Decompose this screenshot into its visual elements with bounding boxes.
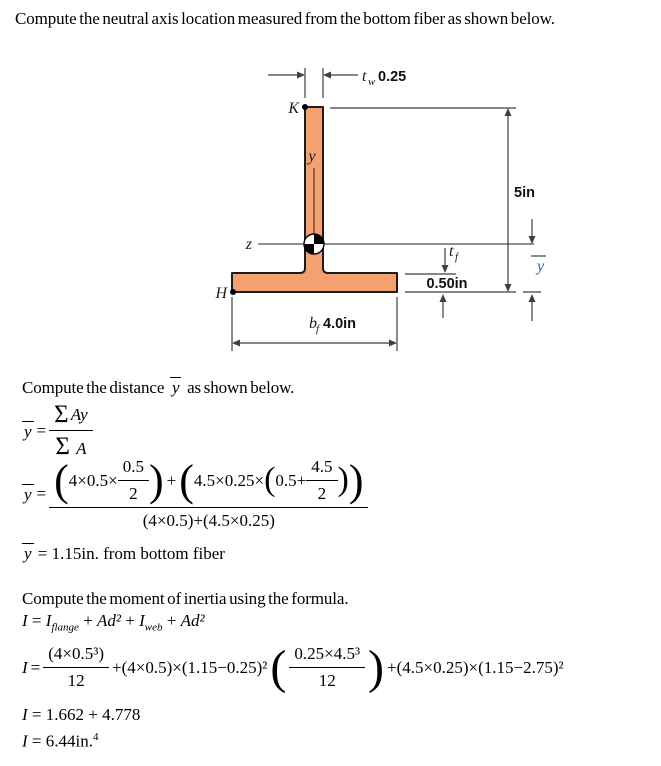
bf-left-arrowhead-icon xyxy=(232,340,240,347)
paren: ) xyxy=(368,640,385,694)
eq2-term2-inner: 0.5+ xyxy=(275,470,307,490)
paren: ( xyxy=(54,455,69,505)
eq4-I: I xyxy=(22,611,28,630)
equation-ybar-result xyxy=(22,543,225,564)
distance-paragraph xyxy=(22,377,294,398)
t-section-figure xyxy=(0,55,661,367)
eq5-last-term: +(4.5×0.25)×(1.15−2.75)² xyxy=(387,657,564,677)
eq5-equals: = xyxy=(30,657,41,677)
eq2-term2-den: 2 xyxy=(317,484,327,503)
eq5-lhs: I xyxy=(22,657,28,677)
eq4-sub-flange: flange xyxy=(51,621,79,634)
eq2-term2-num: 4.5 xyxy=(306,457,337,481)
eq7-value: = 6.44in. xyxy=(31,731,93,751)
eq2-term1: 4×0.5× xyxy=(68,470,118,490)
bf-right-arrowhead-icon xyxy=(389,340,397,347)
eq2-fraction xyxy=(49,457,368,531)
bf-label: b xyxy=(309,315,317,332)
distance-paragraph-pre: Compute the distance xyxy=(22,378,165,397)
height-bottom-arrowhead-icon xyxy=(505,284,512,292)
eq2-term1-den: 2 xyxy=(129,484,138,503)
tf-sub-label: f xyxy=(455,251,459,263)
eq1-denominator: A xyxy=(76,439,87,458)
eq6-lhs: I xyxy=(22,705,28,724)
eq6-value: = 1.662 + 4.778 xyxy=(31,705,141,724)
ybar-top-arrowhead-icon xyxy=(529,236,536,244)
paren: ) xyxy=(148,455,164,505)
eq2-term1-fraction xyxy=(118,457,149,504)
equation-inertia-formula xyxy=(22,611,205,633)
tf-arrowhead-icon xyxy=(442,265,449,273)
eq2-term2: 4.5×0.25× xyxy=(193,470,265,490)
point-k-label: K xyxy=(288,100,299,117)
equation-ybar-definition xyxy=(22,402,93,459)
tf-label: t xyxy=(449,243,454,260)
eq2-denominator: (4×0.5)+(4.5×0.25) xyxy=(142,511,275,530)
ybar-label: y xyxy=(537,258,545,275)
eq3-lhs: y xyxy=(24,544,32,563)
eq4-sub-web: web xyxy=(144,621,163,634)
height-top-arrowhead-icon xyxy=(505,108,512,116)
point-k-dot xyxy=(302,104,308,110)
eq5-fraction2-den: 12 xyxy=(318,671,336,690)
tw-value-label: 0.25 xyxy=(378,69,407,85)
eq5-fraction1-num: (4×0.5³) xyxy=(43,644,109,668)
y-axis-label: y xyxy=(308,148,316,165)
eq1-fraction xyxy=(49,402,93,459)
eq2-plus: + xyxy=(166,470,177,490)
eq1-lhs: y xyxy=(24,421,32,441)
eq4-Ad2-term2: Ad² xyxy=(180,611,205,630)
equation-inertia-sum xyxy=(22,705,140,725)
paren: ( xyxy=(270,640,287,694)
eq1-equals: = xyxy=(36,420,47,440)
point-h-dot xyxy=(230,289,236,295)
eq4-plus: + xyxy=(166,611,177,630)
bf-value-label: 4.0in xyxy=(323,316,357,332)
eq5-fraction1-den: 12 xyxy=(67,671,85,690)
point-h-label: H xyxy=(215,285,227,302)
eq4-equals: = xyxy=(31,611,42,630)
flange-thickness-arrowhead-icon xyxy=(440,294,447,302)
z-axis-label: z xyxy=(245,236,252,253)
eq7-lhs: I xyxy=(22,731,28,751)
eq5-middle-term: +(4×0.5)×(1.15−0.25)² xyxy=(112,657,268,677)
inertia-paragraph: Compute the moment of inertia using the formula. xyxy=(22,589,349,608)
paren: ) xyxy=(348,455,364,505)
sigma-symbol: Σ xyxy=(55,433,70,460)
paren: ) xyxy=(337,461,349,499)
distance-paragraph-post: as shown below. xyxy=(187,378,295,397)
flange-thickness-label: 0.50in xyxy=(426,276,468,292)
tw-right-arrowhead-icon xyxy=(323,72,331,79)
intro-paragraph: Compute the neutral axis location measured from the bottom fiber as shown below. xyxy=(15,9,555,28)
paren: ( xyxy=(264,461,276,499)
tw-label: t xyxy=(362,68,367,85)
paren: ( xyxy=(179,455,194,505)
eq4-I-web: I xyxy=(139,611,145,630)
eq7-exponent: 4 xyxy=(92,731,99,743)
eq2-term2-fraction xyxy=(306,457,337,504)
eq3-value: = 1.15in. from bottom fiber xyxy=(37,544,225,563)
tw-sub-label: w xyxy=(368,76,376,88)
ybar-inline-symbol: y xyxy=(171,378,180,397)
eq2-term1-num: 0.5 xyxy=(118,457,149,481)
ybar-bottom-arrowhead-icon xyxy=(529,294,536,302)
eq5-fraction1 xyxy=(43,644,109,691)
eq4-plus: + xyxy=(125,611,135,630)
eq4-I-flange: I xyxy=(45,611,52,630)
equation-inertia-result xyxy=(22,731,98,752)
bf-sub-label: f xyxy=(316,323,320,335)
equation-ybar-computation xyxy=(22,457,368,531)
eq1-numerator: Ay xyxy=(70,404,88,424)
height-label: 5in xyxy=(514,185,535,201)
eq4-plus: + xyxy=(83,611,93,630)
tw-left-arrowhead-icon xyxy=(297,72,305,79)
eq2-equals: = xyxy=(36,484,47,503)
eq5-fraction2 xyxy=(289,644,365,691)
equation-inertia-computation xyxy=(22,640,564,694)
eq4-Ad2-term1: Ad² xyxy=(97,611,122,630)
eq2-lhs: y xyxy=(24,485,32,505)
eq5-fraction2-num: 0.25×4.5³ xyxy=(289,644,365,668)
sigma-symbol: Σ xyxy=(54,401,69,428)
